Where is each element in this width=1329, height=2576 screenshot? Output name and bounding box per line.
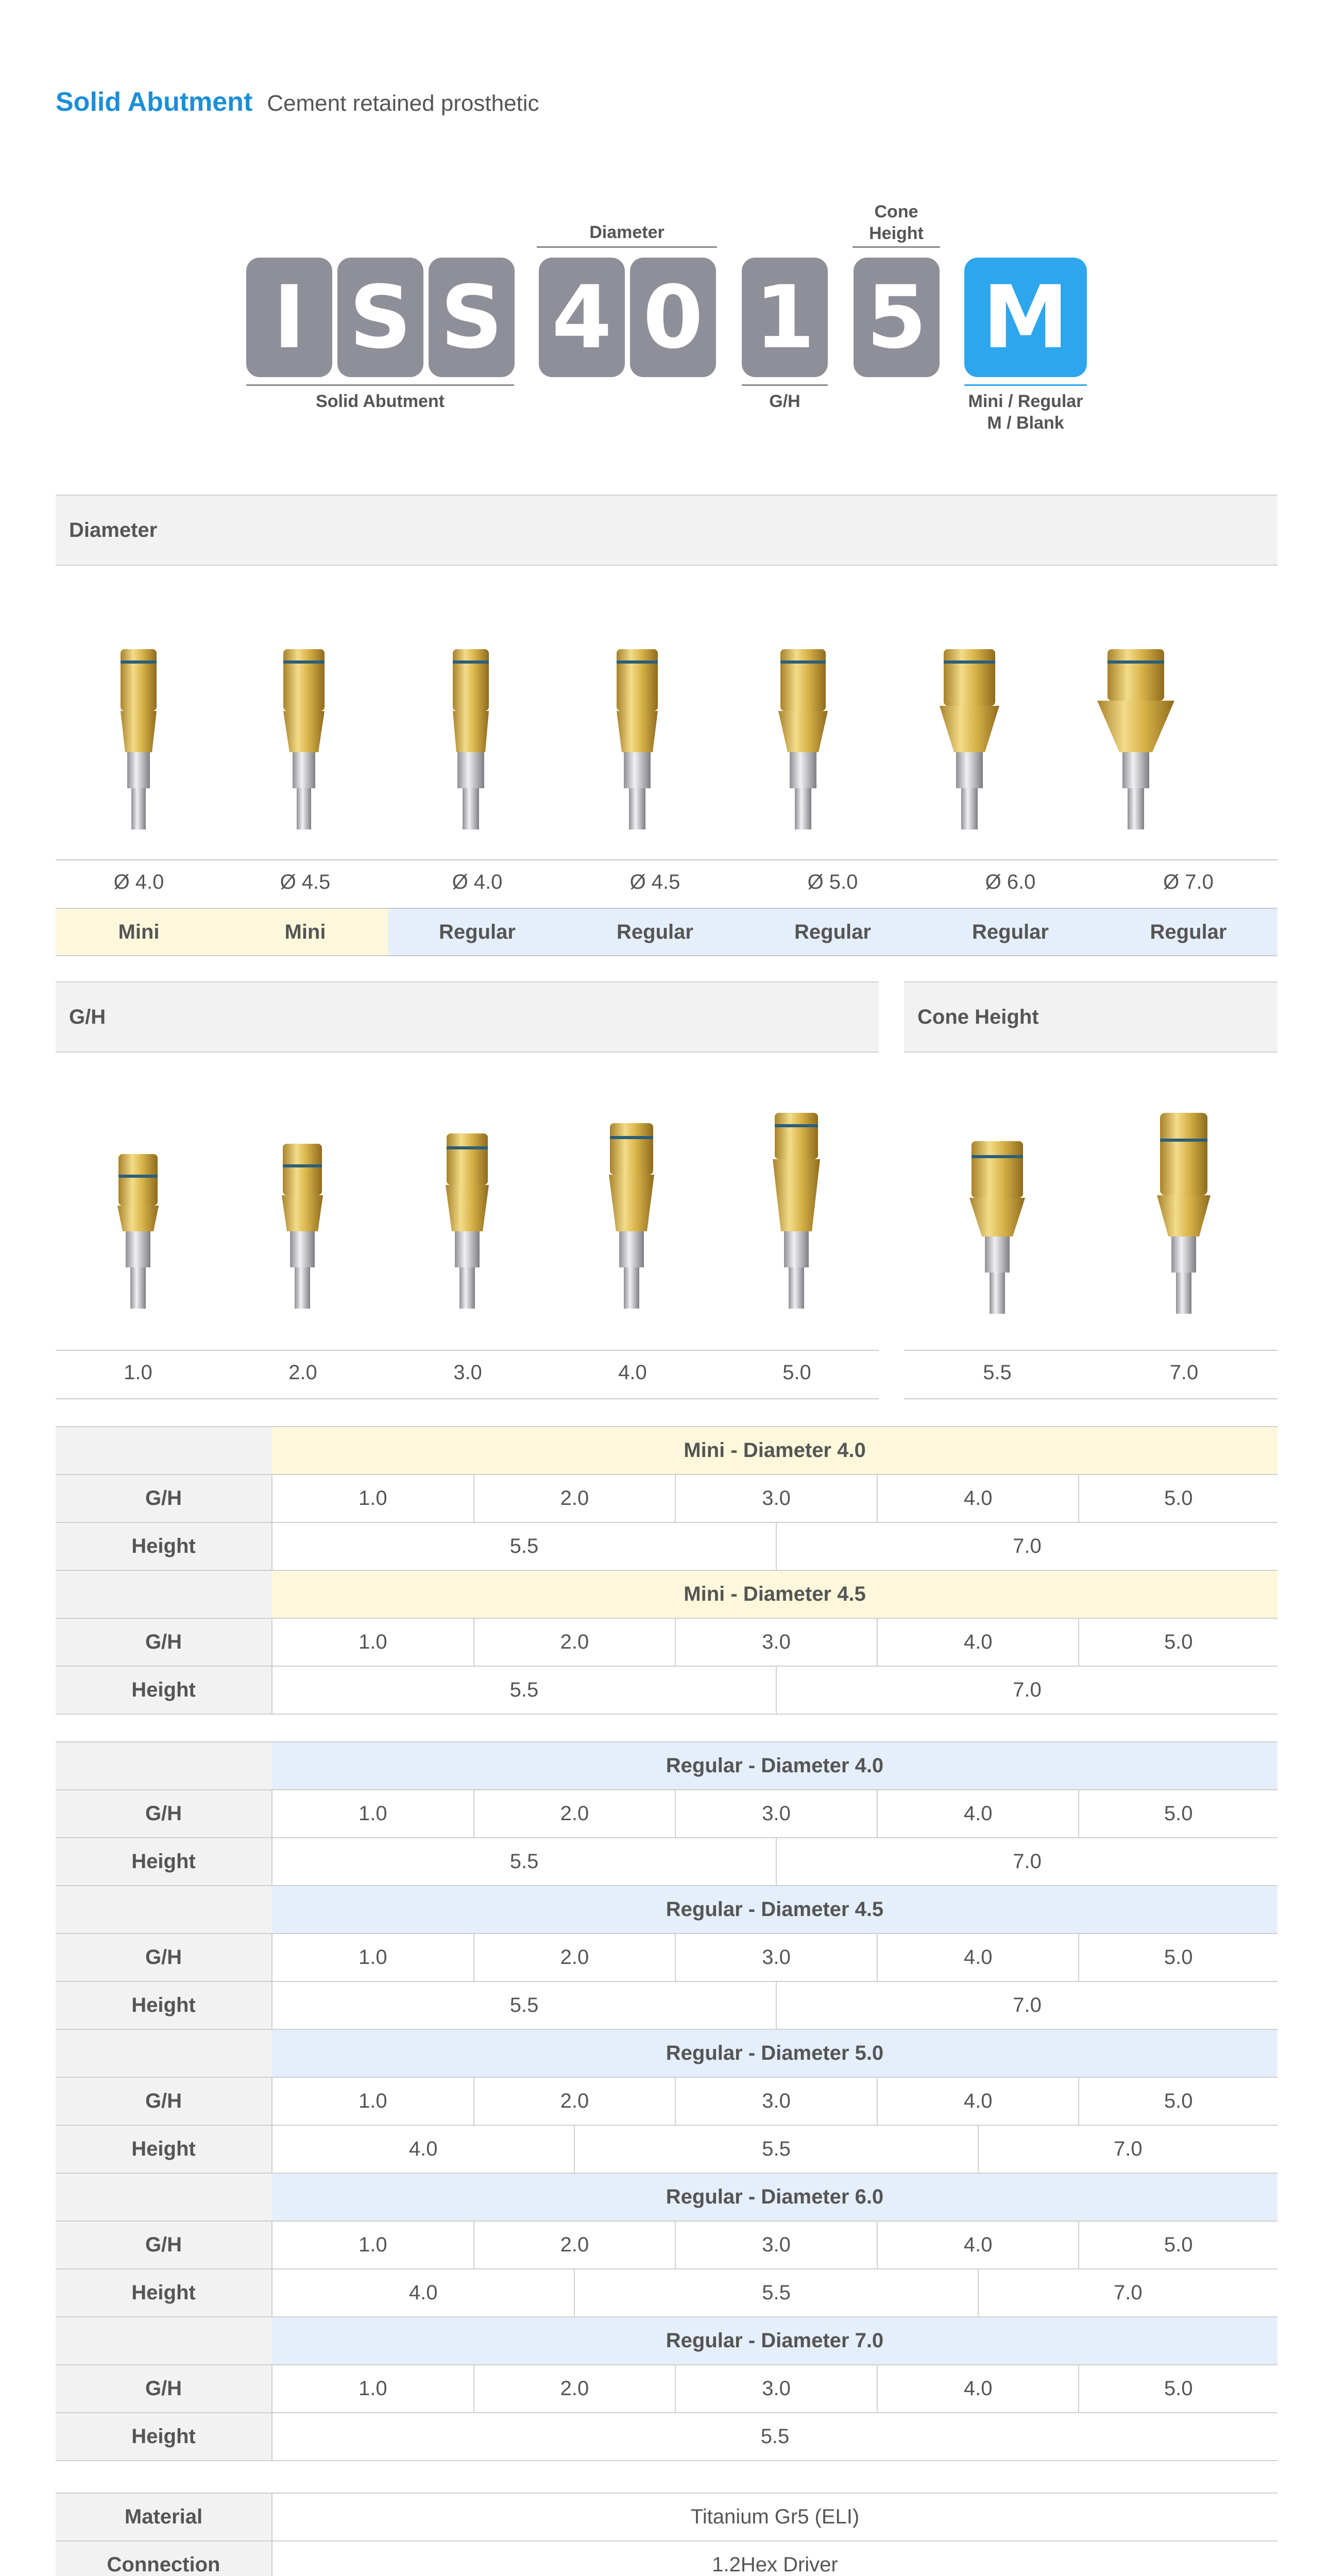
group-title-mini-40: Mini - Diameter 4.0 <box>272 1427 1277 1475</box>
row-label-gh: G/H <box>56 2365 272 2413</box>
gh-value: 4.0 <box>877 2221 1079 2269</box>
height-value: 7.0 <box>776 1981 1277 2029</box>
height-value: 7.0 <box>776 1522 1277 1570</box>
gh-value: 2.0 <box>474 1934 676 1981</box>
abutment-image-gh40 <box>609 1123 654 1309</box>
regular-spec-table <box>56 1741 1277 2461</box>
diameter-label-6: Ø 6.0 <box>985 871 1036 893</box>
group-title-reg-45: Regular - Diameter 4.5 <box>272 1886 1277 1934</box>
abutment-image-gh10 <box>117 1154 159 1309</box>
gh-value: 3.0 <box>675 1475 877 1522</box>
property-value: Titanium Gr5 (ELI) <box>272 2493 1277 2541</box>
height-value: 4.0 <box>272 2125 574 2173</box>
mini-regular-bracket-line <box>964 384 1087 386</box>
gh-value: 2.0 <box>474 1618 676 1666</box>
diameter-label-7: Ø 7.0 <box>1163 871 1214 893</box>
gh-value: 4.0 <box>877 1790 1079 1838</box>
gh-bracket-line <box>742 384 828 386</box>
cone-label-2: 7.0 <box>1169 1361 1199 1384</box>
height-value: 5.5 <box>272 1666 776 1714</box>
divider <box>904 1350 1277 1351</box>
diameter-bracket-line <box>537 246 717 248</box>
blank-cell <box>56 2029 272 2077</box>
diameter-label-4: Ø 4.5 <box>629 871 680 893</box>
abutment-image-d50-regular <box>778 649 828 829</box>
code-letter-s1: S <box>337 258 423 377</box>
code-digit-1: 1 <box>742 258 828 377</box>
gh-value: 3.0 <box>675 2077 877 2125</box>
abutment-image-d60-regular <box>940 649 999 829</box>
group-title-reg-40: Regular - Diameter 4.0 <box>272 1742 1277 1790</box>
gh-value: 5.0 <box>1079 1618 1277 1666</box>
divider <box>56 859 1277 860</box>
abutment-image-d45-regular <box>617 649 658 829</box>
gh-value: 5.0 <box>1079 1934 1277 1981</box>
properties-table <box>56 2493 1277 2576</box>
gh-value: 3.0 <box>675 1790 877 1838</box>
height-value: 5.5 <box>272 1838 776 1886</box>
cone-height-label-line1: Cone <box>874 202 918 222</box>
gh-value: 3.0 <box>675 2221 877 2269</box>
gh-value: 4.0 <box>877 2365 1079 2413</box>
gh-value: 1.0 <box>272 1618 474 1666</box>
height-value: 5.5 <box>272 1981 776 2029</box>
property-label: Connection <box>56 2541 272 2576</box>
gh-value: 4.0 <box>877 1934 1079 1981</box>
divider <box>56 955 1277 956</box>
gh-abutment-images <box>56 1097 879 1329</box>
diameter-label-2: Ø 4.5 <box>280 871 331 893</box>
group-title-reg-60: Regular - Diameter 6.0 <box>272 2173 1277 2221</box>
diameter-abutment-images <box>56 629 1277 850</box>
gh-value: 5.0 <box>1079 1790 1277 1838</box>
abutment-image-cone70 <box>1157 1113 1211 1314</box>
mini-spec-table <box>56 1426 1277 1715</box>
row-label-gh: G/H <box>56 1790 272 1838</box>
row-label-height: Height <box>56 2269 272 2317</box>
gh-value: 4.0 <box>877 1618 1079 1666</box>
blank-cell <box>56 2317 272 2365</box>
gh-label-3: 3.0 <box>453 1361 482 1384</box>
gh-value: 1.0 <box>272 1934 474 1981</box>
gh-value: 4.0 <box>877 1475 1079 1522</box>
code-letter-s2: S <box>429 258 515 377</box>
gh-label-5: 5.0 <box>782 1361 811 1384</box>
gh-value: 5.0 <box>1079 2077 1277 2125</box>
type-cell-2: Mini <box>222 909 388 955</box>
cone-height-abutment-images <box>904 1097 1277 1329</box>
cone-height-bracket-line <box>853 246 940 248</box>
diameter-label-1: Ø 4.0 <box>113 871 164 893</box>
height-value: 7.0 <box>978 2269 1277 2317</box>
row-label-height: Height <box>56 2125 272 2173</box>
row-label-height: Height <box>56 1838 272 1886</box>
abutment-image-cone55 <box>969 1141 1025 1314</box>
code-digit-0: 0 <box>630 258 716 377</box>
row-label-height: Height <box>56 1522 272 1570</box>
code-letter-i: I <box>246 258 332 377</box>
height-value: 5.5 <box>272 1522 776 1570</box>
divider <box>56 1398 879 1399</box>
cone-height-label-line2: Height <box>869 224 924 243</box>
row-label-height: Height <box>56 1981 272 2029</box>
code-digit-4: 4 <box>539 258 625 377</box>
group-title-reg-50: Regular - Diameter 5.0 <box>272 2029 1277 2077</box>
row-label-gh: G/H <box>56 1618 272 1666</box>
gh-value: 1.0 <box>272 1475 474 1522</box>
row-label-height: Height <box>56 1666 272 1714</box>
group-title-reg-70: Regular - Diameter 7.0 <box>272 2317 1277 2365</box>
abutment-image-gh20 <box>282 1144 323 1309</box>
divider <box>904 1398 1277 1399</box>
gh-value: 3.0 <box>675 2365 877 2413</box>
abutment-image-gh30 <box>446 1133 489 1309</box>
diameter-section-header: Diameter <box>56 495 1277 566</box>
gh-code-label: G/H <box>769 392 800 411</box>
row-label-gh: G/H <box>56 2221 272 2269</box>
abutment-image-d70-regular <box>1097 649 1174 829</box>
cone-height-section-header: Cone Height <box>904 981 1277 1053</box>
type-cell-3: Regular <box>388 909 566 955</box>
page-title: Solid Abutment <box>56 87 253 117</box>
height-value: 7.0 <box>776 1838 1277 1886</box>
mini-regular-code-label-line2: M / Blank <box>987 413 1064 433</box>
mini-regular-code-label-line1: Mini / Regular <box>968 392 1083 411</box>
type-cell-4: Regular <box>566 909 744 955</box>
gh-value: 2.0 <box>474 1790 676 1838</box>
gh-value: 5.0 <box>1079 2221 1277 2269</box>
abutment-image-d45-mini <box>283 649 325 829</box>
gh-label-4: 4.0 <box>618 1361 647 1384</box>
gh-value: 2.0 <box>474 2365 676 2413</box>
group-title-mini-45: Mini - Diameter 4.5 <box>272 1570 1277 1618</box>
diameter-code-label: Diameter <box>589 223 664 242</box>
gh-value: 5.0 <box>1079 1475 1277 1522</box>
code-letter-m: M <box>964 258 1087 377</box>
height-value: 5.5 <box>272 2413 1277 2461</box>
page-header <box>56 87 539 117</box>
gh-value: 5.0 <box>1079 2365 1277 2413</box>
solid-abutment-code-label: Solid Abutment <box>316 392 445 411</box>
product-code-diagram <box>0 201 1329 438</box>
gh-value: 3.0 <box>675 1934 877 1981</box>
row-label-gh: G/H <box>56 1934 272 1981</box>
cone-label-1: 5.5 <box>983 1361 1012 1384</box>
blank-cell <box>56 1427 272 1475</box>
diameter-label-5: Ø 5.0 <box>807 871 858 893</box>
height-value: 7.0 <box>978 2125 1277 2173</box>
type-cell-1: Mini <box>56 909 222 955</box>
gh-value: 1.0 <box>272 2365 474 2413</box>
divider <box>56 1350 879 1351</box>
height-value: 5.5 <box>574 2269 978 2317</box>
abutment-image-d40-regular <box>453 649 489 829</box>
gh-label-1: 1.0 <box>124 1361 152 1384</box>
gh-value: 1.0 <box>272 2221 474 2269</box>
solid-abutment-bracket-line <box>246 384 514 386</box>
gh-value: 3.0 <box>675 1618 877 1666</box>
property-value: 1.2Hex Driver <box>272 2541 1277 2576</box>
type-cell-7: Regular <box>1099 909 1277 955</box>
gh-section-header: G/H <box>56 981 879 1053</box>
property-label: Material <box>56 2493 272 2541</box>
page-subtitle: Cement retained prosthetic <box>267 91 539 116</box>
blank-cell <box>56 1886 272 1934</box>
type-cell-6: Regular <box>922 909 1099 955</box>
row-label-height: Height <box>56 2413 272 2461</box>
code-digit-5: 5 <box>854 258 940 377</box>
row-label-gh: G/H <box>56 2077 272 2125</box>
abutment-image-gh50 <box>773 1113 820 1309</box>
diameter-label-3: Ø 4.0 <box>452 871 503 893</box>
blank-cell <box>56 2173 272 2221</box>
gh-value: 1.0 <box>272 2077 474 2125</box>
blank-cell <box>56 1570 272 1618</box>
gh-value: 4.0 <box>877 2077 1079 2125</box>
blank-cell <box>56 1742 272 1790</box>
height-value: 7.0 <box>776 1666 1277 1714</box>
gh-label-2: 2.0 <box>288 1361 317 1384</box>
gh-value: 2.0 <box>474 2221 676 2269</box>
row-label-gh: G/H <box>56 1475 272 1522</box>
gh-value: 2.0 <box>474 1475 676 1522</box>
abutment-image-d40-mini <box>121 649 157 829</box>
gh-value: 1.0 <box>272 1790 474 1838</box>
type-cell-5: Regular <box>744 909 922 955</box>
height-value: 5.5 <box>574 2125 978 2173</box>
height-value: 4.0 <box>272 2269 574 2317</box>
gh-value: 2.0 <box>474 2077 676 2125</box>
